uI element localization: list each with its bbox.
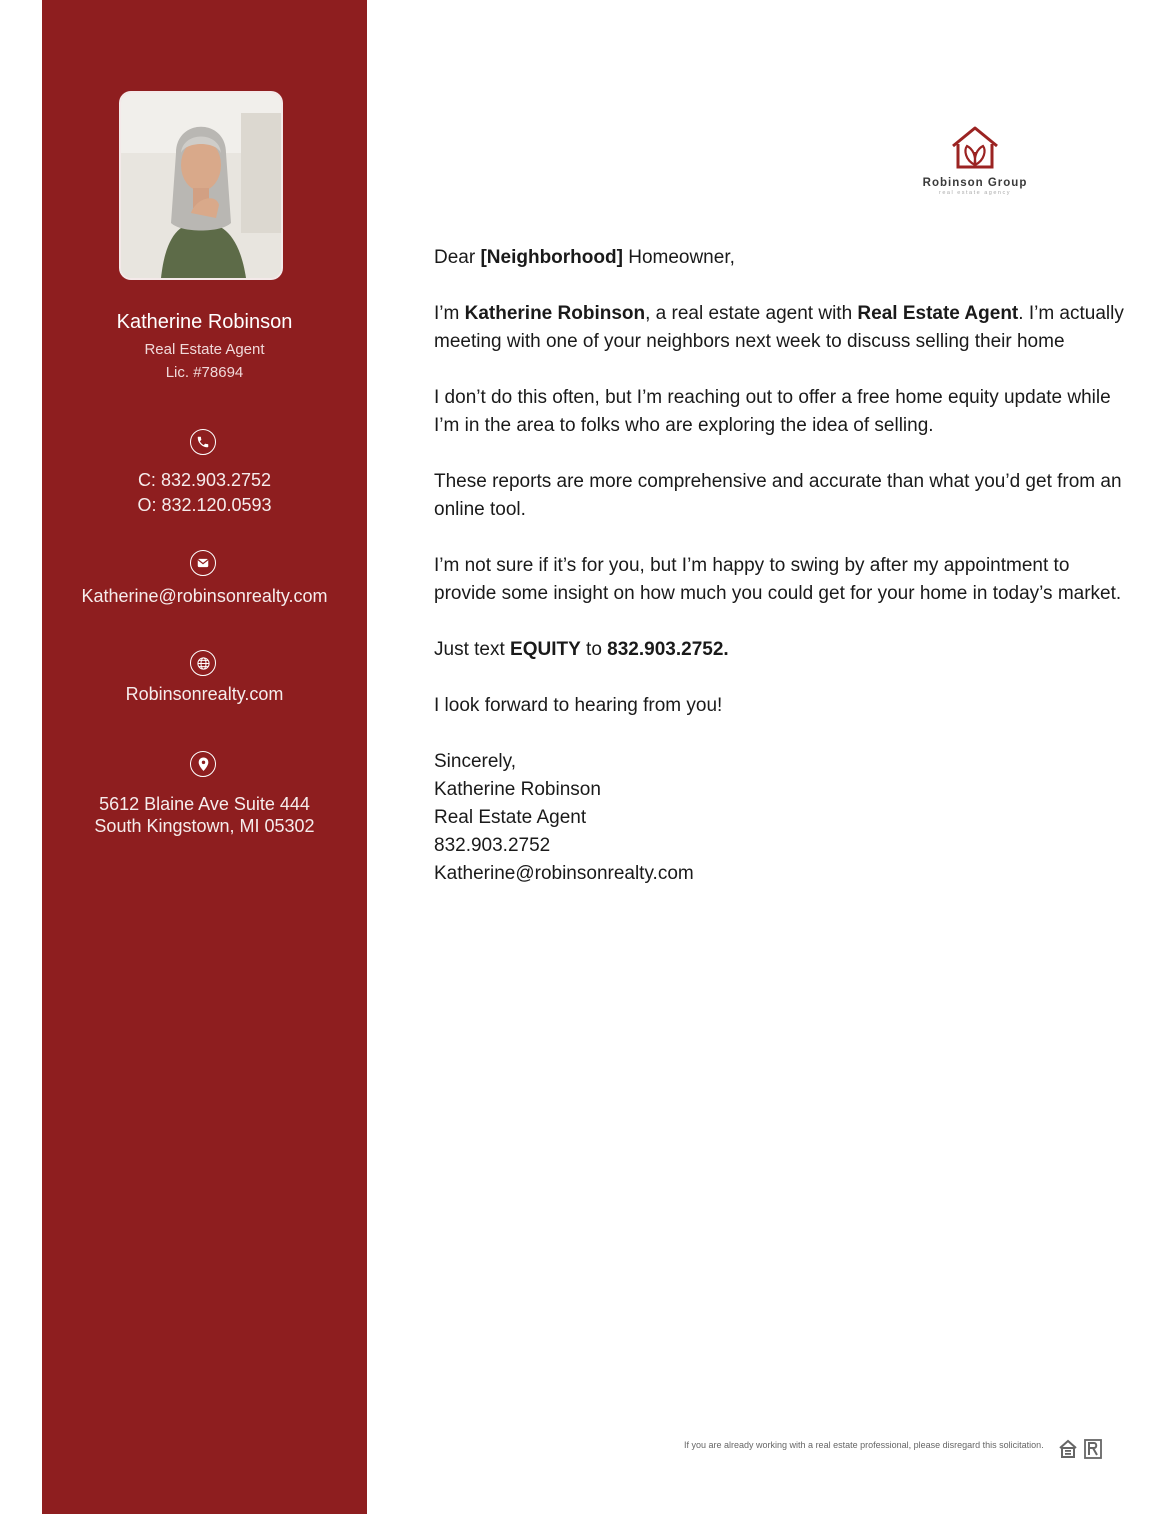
logo-name: Robinson Group (922, 177, 1028, 189)
signature-phone: 832.903.2752 (434, 835, 551, 856)
closing: Sincerely, (434, 751, 517, 772)
footer-icons (1058, 1439, 1102, 1459)
letter-body (434, 244, 1134, 888)
globe-icon (190, 650, 216, 676)
signature-email[interactable]: Katherine@robinsonrealty.com (434, 863, 694, 884)
mail-icon (190, 550, 216, 576)
signature-name: Katherine Robinson (434, 779, 601, 800)
signature-title: Real Estate Agent (434, 807, 587, 828)
agent-title: Real Estate Agent (144, 341, 265, 358)
footer-disclaimer: If you are already working with a real estate professional, please disregard this solicitation. (684, 1440, 1044, 1450)
contact-cell: C: 832.903.2752 (137, 470, 272, 490)
contact-address-line1: 5612 Blaine Ave Suite 444 (99, 794, 310, 814)
paragraph-offer: I don’t do this often, but I’m reaching out to offer a free home equity update while I’m in the area to folks who are exploring the idea of selling. (434, 387, 1111, 436)
house-leaf-icon (945, 124, 1005, 170)
paragraph-reports: These reports are more comprehensive and accurate than what you’d get from an online tool. (434, 471, 1122, 520)
greeting: Dear [Neighborhood] Homeowner, (434, 247, 735, 268)
paragraph-visit: I’m not sure if it’s for you, but I’m happy to swing by after my appointment to provide some insight on how much you could get for your home in today’s market. (434, 555, 1122, 604)
agent-portrait-image (121, 93, 281, 278)
phone-icon (190, 429, 216, 455)
paragraph-intro: I’m Katherine Robinson, a real estate agent with Real Estate Agent. I’m actually meeting with one of your neighbors next week to discuss selling their home (434, 303, 1124, 352)
equal-housing-icon (1058, 1439, 1078, 1459)
contact-email[interactable]: Katherine@robinsonrealty.com (81, 586, 328, 606)
agent-name: Katherine Robinson (116, 311, 293, 333)
contact-office: O: 832.120.0593 (137, 495, 272, 515)
paragraph-cta: Just text EQUITY to 832.903.2752. (434, 639, 729, 660)
sidebar (42, 0, 367, 1514)
contact-website[interactable]: Robinsonrealty.com (125, 684, 284, 704)
company-logo (910, 124, 1040, 199)
paragraph-closing-line: I look forward to hearing from you! (434, 695, 723, 716)
location-pin-icon (190, 751, 216, 777)
logo-tagline: real estate agency (939, 190, 1011, 196)
realtor-icon (1084, 1439, 1102, 1459)
agent-photo (121, 93, 281, 278)
contact-address-line2: South Kingstown, MI 05302 (94, 816, 315, 836)
agent-license: Lic. #78694 (165, 364, 244, 381)
